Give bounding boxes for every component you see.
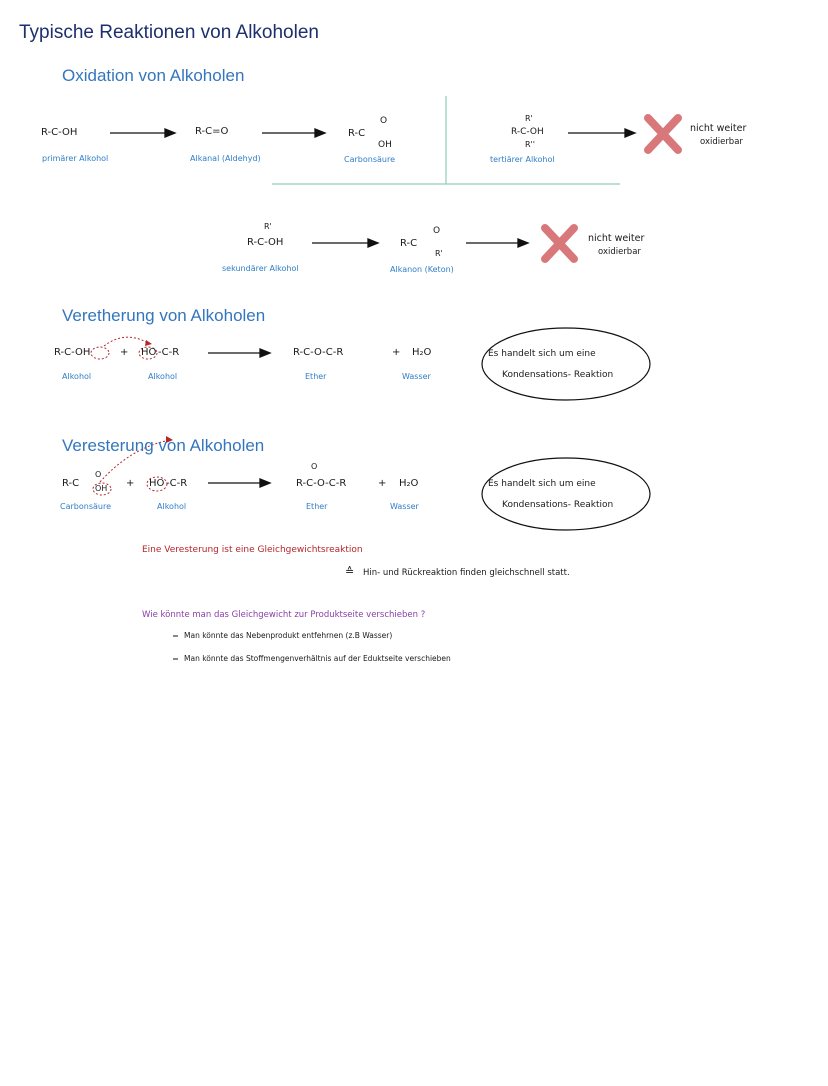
label-alcohol-3: Alkohol — [157, 502, 187, 511]
formula-ether-alcohol1: R-C-OH — [54, 347, 91, 358]
section-heading-etherification: Veretherung von Alkoholen — [62, 306, 266, 325]
formula-ester-o: O — [311, 462, 318, 471]
cross-icon — [648, 118, 678, 150]
label-primary-alcohol: primärer Alkohol — [42, 154, 109, 163]
plus-sign: + — [120, 347, 129, 358]
reaction-arrow — [208, 479, 270, 487]
speech-bubble-ester — [482, 458, 650, 530]
note-not-oxidizable-2b: oxidierbar — [598, 247, 641, 257]
formula-secondary-r1: R' — [264, 222, 272, 231]
formula-water: H₂O — [412, 347, 432, 358]
formula-water-2: H₂O — [399, 478, 419, 489]
answer-item-1: Man könnte das Nebenprodukt entfehrnen (z.B Wasser) — [184, 631, 393, 640]
label-water: Wasser — [402, 372, 431, 381]
note-not-oxidizable-2: nicht weiter — [588, 233, 645, 244]
formula-ester: R-C-O-C-R — [296, 478, 347, 489]
formula-ester-alcohol-rest: -C-R — [166, 478, 188, 489]
formula-tertiary-r2: R'' — [525, 140, 535, 149]
bubble-text-line1: Es handelt sich um eine — [488, 349, 596, 359]
bubble-text-line2: Kondensations- Reaktion — [502, 370, 614, 380]
reaction-arrow — [262, 129, 325, 137]
formula-ester-ho: HO — [149, 478, 165, 489]
reaction-arrow — [110, 129, 175, 137]
plus-sign: + — [126, 478, 135, 489]
formula-acid-o: O — [380, 116, 388, 126]
formula-secondary-alcohol: R-C-OH — [247, 237, 284, 248]
answer-item-2: Man könnte das Stoffmengenverhältnis auf der Eduktseite verschieben — [184, 654, 451, 663]
arrowhead — [145, 340, 152, 346]
formula-ketone: R-C — [400, 238, 418, 249]
plus-sign: + — [392, 347, 401, 358]
label-ketone: Alkanon (Keton) — [390, 265, 454, 274]
formula-carboxylic-acid: R-C — [348, 128, 366, 139]
label-ether-2: Ether — [306, 502, 328, 511]
equilibrium-statement: Eine Veresterung ist eine Gleichgewichtsreaktion — [142, 545, 363, 555]
formula-ester-acid-o: O — [95, 470, 102, 479]
note-not-oxidizable-1b: oxidierbar — [700, 137, 743, 147]
formula-tertiary-alcohol: R-C-OH — [511, 127, 544, 137]
bubble-text-line2: Kondensations- Reaktion — [502, 500, 614, 510]
formula-acid-oh: OH — [378, 140, 392, 150]
section-heading-esterification: Veresterung von Alkoholen — [62, 436, 265, 455]
formula-ester-acid-oh: OH — [95, 484, 108, 493]
formula-ether-alcohol2-rest: -C-R — [158, 347, 180, 358]
label-carboxylic-acid: Carbonsäure — [344, 155, 395, 164]
label-carboxylic-acid-2: Carbonsäure — [60, 502, 111, 511]
formula-ether-ho: HO — [141, 347, 157, 358]
label-tertiary-alcohol: tertiärer Alkohol — [490, 155, 555, 164]
cross-icon — [545, 228, 574, 259]
formula-tertiary-r1: R' — [525, 114, 533, 123]
label-ether: Ether — [305, 372, 327, 381]
formula-ester-acid: R-C — [62, 478, 80, 489]
label-water-2: Wasser — [390, 502, 419, 511]
formula-ketone-r: R' — [435, 249, 443, 258]
label-aldehyde: Alkanal (Aldehyd) — [190, 154, 261, 163]
label-secondary-alcohol: sekundärer Alkohol — [222, 264, 299, 273]
reaction-arrow — [208, 349, 270, 357]
corresponds-symbol: ≙ — [345, 565, 355, 578]
plus-sign: + — [378, 478, 387, 489]
bubble-text-line1: Es handelt sich um eine — [488, 479, 596, 489]
question-text: Wie könnte man das Gleichgewicht zur Produktseite verschieben ? — [142, 610, 426, 620]
reaction-arrow — [312, 239, 378, 247]
reaction-arrow — [466, 239, 528, 247]
reaction-arrow — [568, 129, 635, 137]
formula-aldehyde: R-C=O — [195, 126, 229, 137]
formula-primary-alcohol: R-C-OH — [41, 127, 78, 138]
label-alcohol-1: Alkohol — [62, 372, 92, 381]
label-alcohol-2: Alkohol — [148, 372, 178, 381]
section-heading-oxidation: Oxidation von Alkoholen — [62, 66, 245, 85]
speech-bubble-ether — [482, 328, 650, 400]
formula-ketone-o: O — [433, 226, 441, 236]
page-title: Typische Reaktionen von Alkoholen — [19, 22, 319, 43]
equilibrium-explanation: Hin- und Rückreaktion finden gleichschnell statt. — [363, 568, 570, 578]
formula-ether: R-C-O-C-R — [293, 347, 344, 358]
note-not-oxidizable-1: nicht weiter — [690, 123, 747, 134]
